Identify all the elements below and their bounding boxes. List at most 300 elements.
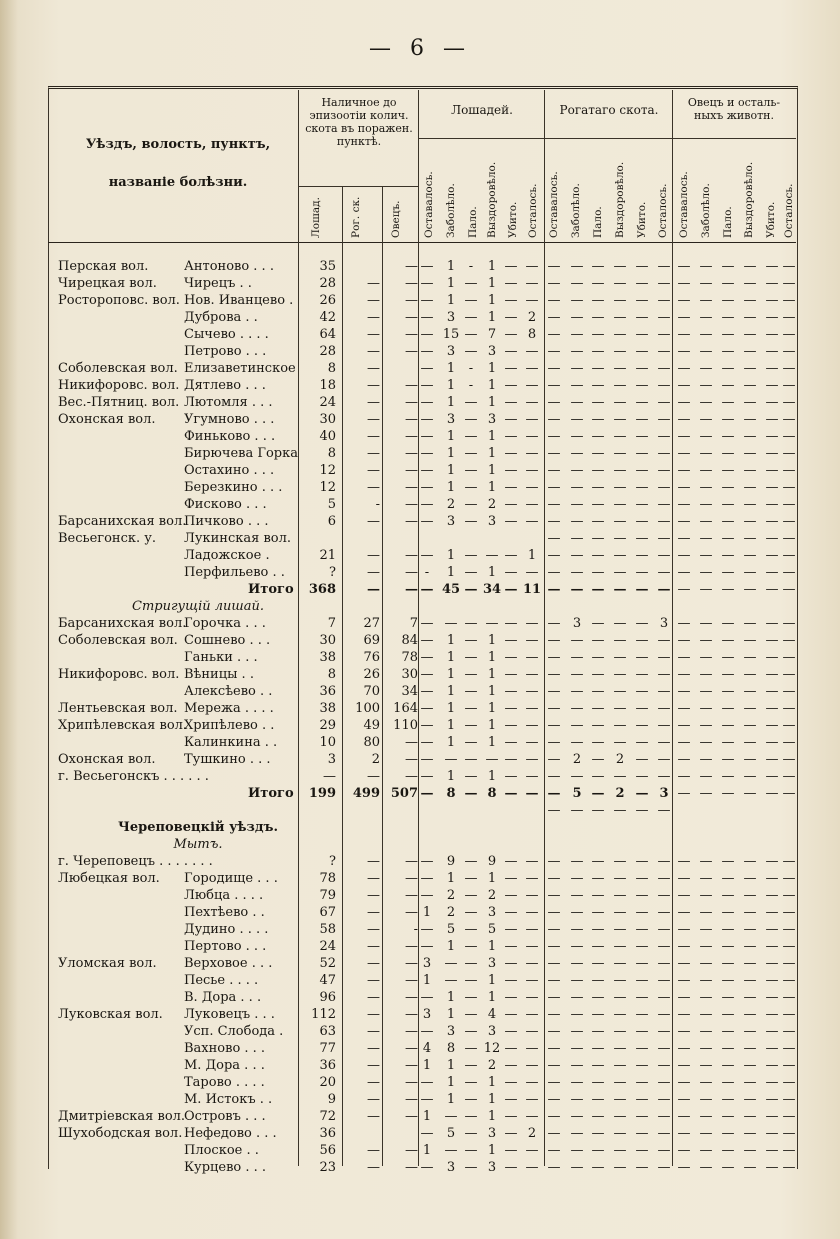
sheep-cell: — [782,310,796,325]
cattle-cell: — [657,1024,671,1039]
stock-cell: — [367,769,380,784]
horse-cell: — [525,786,539,801]
sheep-cell: — [721,293,735,308]
horse-cell: 1 [487,684,497,699]
sheep-cell: — [782,463,796,478]
cattle-cell: — [657,1160,671,1175]
sheep-cell: — [743,259,757,274]
sheep-cell: — [677,1092,691,1107]
table-row [48,360,796,377]
cattle-cell: — [613,854,627,869]
sheep-cell: — [782,582,796,597]
sheep-cell: — [765,701,779,716]
stock-cell: — [367,990,380,1005]
horse-cell: — [504,1058,518,1073]
point-cell: Мережа . . . . [184,701,274,716]
sheep-cell: — [677,684,691,699]
horse-cell: — [504,361,518,376]
cattle-cell: — [591,922,605,937]
sheep-cell: — [677,1126,691,1141]
stock-cell: — [367,1024,380,1039]
sheep-cell: — [677,786,691,801]
horse-cell: — [420,1092,434,1107]
sheep-cell: — [699,412,713,427]
sheep-cell: — [721,633,735,648]
horse-cell: 2 [527,1126,537,1141]
sheep-cell: — [743,956,757,971]
horse-cell: 1 [422,1058,432,1073]
sheep-cell: — [743,1143,757,1158]
cattle-cell: — [635,1126,649,1141]
horse-cell: — [504,344,518,359]
sheep-cell: — [765,497,779,512]
sheep-cell: — [743,752,757,767]
sheep-cell: — [782,650,796,665]
stock-cell: 47 [319,973,336,988]
horse-cell: — [464,446,478,461]
horse-cell: — [420,616,434,631]
horse-cell: — [504,429,518,444]
sheep-cell: — [677,973,691,988]
cattle-cell: — [613,327,627,342]
stock-cell: 368 [308,582,336,597]
cattle-cell: — [657,378,671,393]
cattle-cell: — [635,463,649,478]
horse-cell: — [525,922,539,937]
cattle-cell: — [657,667,671,682]
horse-cell: — [525,1075,539,1090]
cattle-cell: — [570,684,584,699]
sheep-cell: — [782,735,796,750]
sheep-cell: — [765,990,779,1005]
header-h-left: Оставалось. [423,171,435,238]
sheep-cell: — [743,429,757,444]
sheep-cell: — [782,871,796,886]
cattle-cell: — [547,701,561,716]
stock-cell: ? [329,565,336,580]
stock-cell: 96 [319,990,336,1005]
table-row [48,921,796,938]
cattle-cell: — [613,718,627,733]
horse-cell: — [464,905,478,920]
stock-cell: — [405,565,418,580]
sheep-cell: — [782,786,796,801]
cattle-cell: — [635,497,649,512]
horse-cell: 3 [446,1160,456,1175]
point-cell: Пичково . . . [184,514,269,529]
cattle-cell: — [591,327,605,342]
sheep-cell: — [765,344,779,359]
sheep-cell: — [765,259,779,274]
cattle-cell: — [570,531,584,546]
district-cell: Луковская вол. [58,1007,163,1022]
point-cell: Бирючева Горка [184,446,298,461]
point-cell: Дудино . . . . [184,922,269,937]
cattle-cell: — [635,786,649,801]
horse-cell: — [485,616,499,631]
horse-cell: — [525,1024,539,1039]
sheep-cell: — [765,922,779,937]
cattle-cell: — [547,429,561,444]
table-row [48,377,796,394]
horse-cell: 1 [527,548,537,563]
sheep-cell: — [699,276,713,291]
table-row [48,1057,796,1074]
cattle-cell: — [570,497,584,512]
cattle-cell: — [613,701,627,716]
sheep-cell: — [699,752,713,767]
cattle-cell: — [547,412,561,427]
stock-cell: — [367,480,380,495]
sheep-cell: — [765,633,779,648]
table-row [48,972,796,989]
stock-cell: — [367,1143,380,1158]
table-row [48,683,796,700]
sheep-cell: — [699,888,713,903]
stock-cell: — [367,446,380,461]
table-row [48,326,796,343]
sheep-cell: — [721,650,735,665]
cattle-cell: — [591,752,605,767]
cattle-cell: — [591,1126,605,1141]
stock-cell: — [405,1024,418,1039]
sheep-cell: — [765,667,779,682]
horse-cell: 1 [487,310,497,325]
district-cell: Любецкая вол. [58,871,160,886]
horse-cell: — [504,888,518,903]
district-cell: Уломская вол. [58,956,157,971]
cattle-cell: — [591,378,605,393]
cattle-cell: — [591,718,605,733]
sheep-cell: — [765,1160,779,1175]
horse-cell: 3 [487,412,497,427]
sheep-cell: — [699,735,713,750]
district-cell: Хрипѣлевская вол. [58,718,188,733]
horse-cell: 5 [446,1126,456,1141]
sheep-cell: — [782,939,796,954]
cattle-cell: — [547,939,561,954]
cattle-cell: — [635,565,649,580]
stock-cell: 34 [401,684,418,699]
sheep-cell: — [721,395,735,410]
horse-cell: 3 [422,956,432,971]
stock-cell: — [367,310,380,325]
horse-cell: 1 [422,1109,432,1124]
cattle-cell: — [613,1092,627,1107]
sheep-cell: — [677,429,691,444]
horse-cell: — [464,752,478,767]
header-h-recovered: Выздоровѣло. [486,161,498,238]
sheep-cell: — [677,378,691,393]
horse-cell: 2 [487,888,497,903]
cattle-cell: — [635,990,649,1005]
cattle-cell: — [657,395,671,410]
sheep-cell: — [677,548,691,563]
sheep-cell: — [743,1007,757,1022]
sheep-cell: — [677,922,691,937]
cattle-cell: — [547,922,561,937]
sheep-cell: — [765,327,779,342]
horse-cell: — [444,956,458,971]
sheep-cell: — [677,752,691,767]
sheep-cell: — [765,1126,779,1141]
cattle-cell: — [591,497,605,512]
stock-cell: 36 [319,1058,336,1073]
stock-cell: — [405,1007,418,1022]
point-cell: Дуброва . . [184,310,258,325]
cattle-cell: — [635,1058,649,1073]
point-cell: Курцево . . . [184,1160,267,1175]
cattle-cell: — [591,1007,605,1022]
sheep-cell: — [721,905,735,920]
stock-cell: 28 [319,276,336,291]
table-row [48,411,796,428]
cattle-cell: — [657,939,671,954]
stock-cell: 42 [319,310,336,325]
horse-cell: — [464,1143,478,1158]
cattle-cell: — [570,480,584,495]
horse-cell: — [420,871,434,886]
sheep-cell: — [699,1160,713,1175]
cattle-cell: — [635,412,649,427]
cattle-cell: — [570,1109,584,1124]
horse-cell: — [525,735,539,750]
header-o-died: Пало. [722,206,734,238]
sheep-cell: — [721,412,735,427]
sheep-cell: — [721,735,735,750]
horse-cell: — [525,293,539,308]
sheep-cell: — [677,1058,691,1073]
sheep-cell: — [699,1041,713,1056]
point-cell: Пертово . . . [184,939,267,954]
sheep-cell: — [782,412,796,427]
point-cell: Итого [248,582,294,597]
header-stock: Наличное до эпизоотіи колич. скота въ поражен. пунктѣ. [305,96,413,148]
horse-cell: — [504,480,518,495]
sheep-cell: — [782,480,796,495]
sheep-cell: — [765,769,779,784]
stock-cell: 64 [319,327,336,342]
district-cell: Ростороповс. вол. [58,293,180,308]
cattle-cell: — [613,939,627,954]
sheep-cell: — [765,871,779,886]
table-row [48,649,796,666]
horse-cell: 1 [446,990,456,1005]
cattle-cell: — [570,888,584,903]
horse-cell: — [464,990,478,1005]
horse-cell: — [504,1126,518,1141]
sheep-cell: — [699,769,713,784]
cattle-cell: — [591,565,605,580]
table-row [48,1125,796,1142]
table-row [48,870,796,887]
sheep-cell: — [765,480,779,495]
cattle-cell: — [570,735,584,750]
sheep-cell: — [699,327,713,342]
horse-cell: — [504,633,518,648]
cattle-cell: — [635,429,649,444]
sheep-cell: — [765,1092,779,1107]
sheep-cell: — [765,565,779,580]
horse-cell: — [464,548,478,563]
horse-cell: — [525,395,539,410]
sheep-cell: — [721,1041,735,1056]
horse-cell: 1 [487,259,497,274]
horse-cell: — [420,310,434,325]
sheep-cell: — [699,956,713,971]
sheep-cell: — [721,854,735,869]
horse-cell: — [420,1126,434,1141]
sheep-cell: — [743,786,757,801]
horse-cell: 1 [422,1143,432,1158]
horse-cell: — [464,1058,478,1073]
cattle-cell: — [547,565,561,580]
table-row [48,496,796,513]
stock-cell: 100 [355,701,380,716]
district-cell: Охонская вол. [58,412,156,427]
sheep-cell: — [677,1075,691,1090]
cattle-cell: — [613,1075,627,1090]
sheep-cell: — [721,361,735,376]
horse-cell: — [464,395,478,410]
cattle-cell: — [657,1058,671,1073]
stock-cell: — [405,1160,418,1175]
cattle-cell: — [635,1024,649,1039]
cattle-cell: — [635,395,649,410]
sheep-cell: — [743,769,757,784]
cattle-cell: — [613,888,627,903]
sheep-cell: — [699,1058,713,1073]
stock-cell: 40 [319,429,336,444]
sheep-cell: — [699,633,713,648]
sheep-cell: — [699,854,713,869]
grid-line [298,186,418,187]
horse-cell: 1 [446,378,456,393]
sheep-cell: — [782,888,796,903]
cattle-cell: — [613,803,627,818]
sheep-cell: — [677,344,691,359]
horse-cell: — [444,616,458,631]
stock-cell: — [405,956,418,971]
point-cell: Вѣницы . . [184,667,254,682]
sheep-cell: — [677,650,691,665]
stock-cell: — [367,344,380,359]
table-row [48,1074,796,1091]
stock-cell: 23 [319,1160,336,1175]
sheep-cell: — [765,531,779,546]
sheep-cell: — [699,565,713,580]
cattle-cell: — [547,1058,561,1073]
cattle-cell: — [547,1024,561,1039]
sheep-cell: — [699,786,713,801]
point-cell: Ганьки . . . [184,650,258,665]
stock-cell: — [367,922,380,937]
header-h-killed: Убито. [507,201,519,238]
horse-cell: — [525,888,539,903]
stock-cell: 63 [319,1024,336,1039]
sheep-cell: — [782,905,796,920]
horse-cell: — [504,973,518,988]
cattle-cell: — [570,276,584,291]
sheep-cell: — [743,463,757,478]
sheep-cell: — [721,1024,735,1039]
horse-cell: — [464,480,478,495]
cattle-cell: — [547,531,561,546]
point-cell: Остахино . . . [184,463,275,478]
horse-cell: 8 [446,786,456,801]
horse-cell: — [464,888,478,903]
sheep-cell: — [677,1041,691,1056]
horse-cell: 12 [483,1041,501,1056]
horse-cell: 1 [446,361,456,376]
sheep-cell: — [765,1143,779,1158]
cattle-cell: — [657,344,671,359]
cattle-cell: — [547,1075,561,1090]
sheep-cell: — [765,293,779,308]
sheep-cell: — [743,582,757,597]
stock-cell: — [405,871,418,886]
horse-cell: 1 [446,871,456,886]
sheep-cell: — [699,310,713,325]
point-cell: В. Дора . . . [184,990,262,1005]
horse-cell: — [504,854,518,869]
point-cell: Итого [248,786,294,801]
horse-cell: — [525,990,539,1005]
cattle-cell: — [613,582,627,597]
sheep-cell: — [743,378,757,393]
horse-cell: — [420,922,434,937]
cattle-cell: — [635,514,649,529]
stock-cell: 27 [363,616,380,631]
stock-cell: — [405,344,418,359]
header-o-recovered: Выздоровѣло. [743,161,755,238]
horse-cell: — [420,344,434,359]
cattle-cell: 3 [572,616,582,631]
sheep-cell: — [721,1007,735,1022]
cattle-cell: — [570,344,584,359]
horse-cell: — [504,1075,518,1090]
cattle-cell: — [547,1160,561,1175]
horse-cell: — [504,582,518,597]
horse-cell: — [525,633,539,648]
horse-cell: 1 [487,701,497,716]
cattle-cell: — [635,973,649,988]
section-title: Стригущій лишай. [132,599,264,614]
point-cell: Чирецъ . . [184,276,252,291]
horse-cell: — [464,582,478,597]
horse-cell: - [424,565,430,580]
district-cell: Охонская вол. [58,752,156,767]
sheep-cell: — [699,701,713,716]
horse-cell: — [504,786,518,801]
cattle-cell: — [635,1092,649,1107]
sheep-cell: — [782,361,796,376]
stock-cell: 21 [319,548,336,563]
horse-cell: 9 [487,854,497,869]
sheep-cell: — [699,650,713,665]
stock-cell: — [405,735,418,750]
stock-cell: 72 [319,1109,336,1124]
horse-cell: 4 [487,1007,497,1022]
point-cell: Сычево . . . . [184,327,269,342]
stock-cell: — [367,973,380,988]
sheep-cell: — [721,378,735,393]
sheep-cell: — [743,1024,757,1039]
cattle-cell: — [657,1143,671,1158]
horse-cell: 3 [446,412,456,427]
table-row [48,1023,796,1040]
cattle-cell: — [570,582,584,597]
